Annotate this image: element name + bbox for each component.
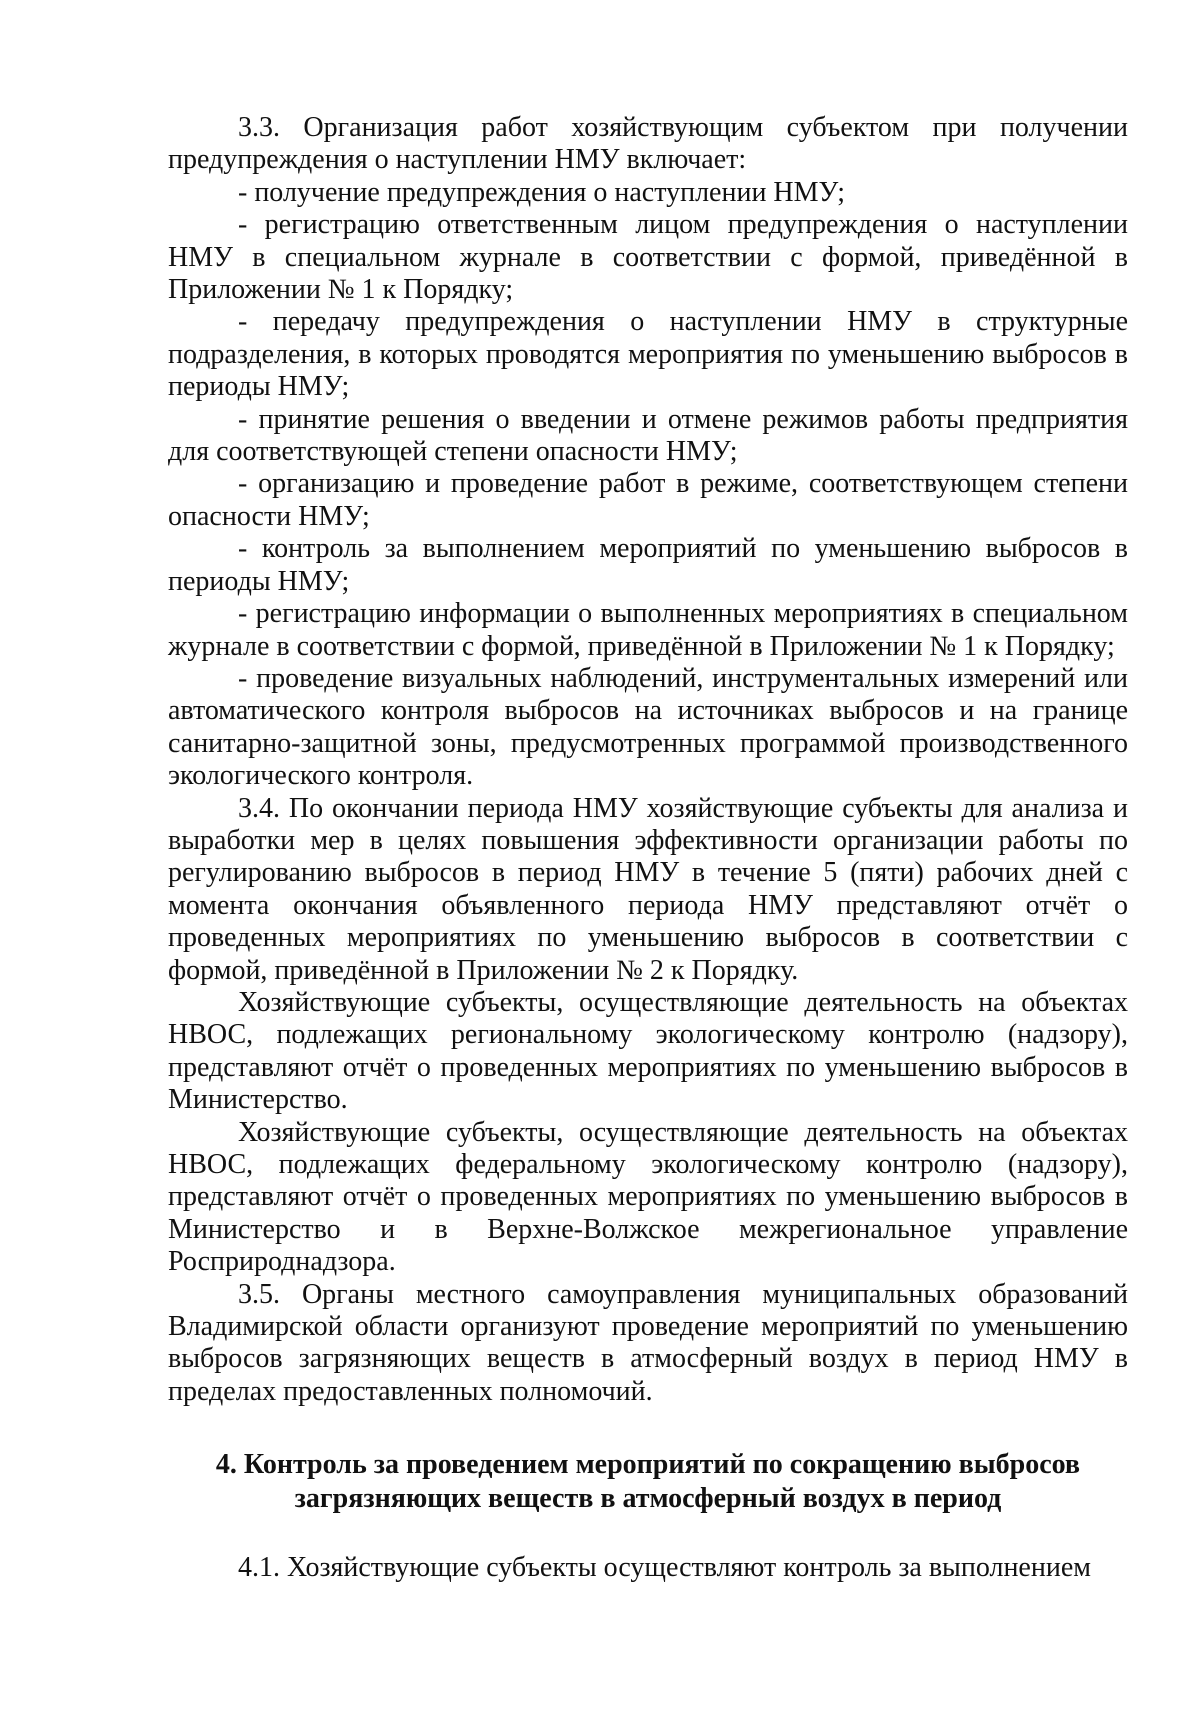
section-4-heading-line-1: 4. Контроль за проведением мероприятий по сокращению выбросов: [215, 1449, 1081, 1481]
section-4-heading: [168, 1448, 1128, 1516]
section-4-heading-line-2: загрязняющих веществ в атмосферный воздух в период: [294, 1483, 1002, 1515]
list-item-organize-work: - организацию и проведение работ в режиме, соответствующем степени опасности НМУ;: [168, 468, 1128, 532]
list-item-register-warning: - регистрацию ответственным лицом предупреждения о наступлении НМУ в специальном журнале в соответствии с формой, приведённой в Приложении № 1 к Порядку;: [168, 209, 1128, 306]
list-item-control: - контроль за выполнением мероприятий по уменьшению выбросов в периоды НМУ;: [168, 533, 1128, 597]
list-item-decision-modes: - принятие решения о введении и отмене режимов работы предприятия для соответствующей степени опасности НМУ;: [168, 403, 1128, 468]
paragraph-federal-control: Хозяйствующие субъекты, осуществляющие деятельность на объектах НВОС, подлежащих федеральному экологическому контролю (надзору), представляют отчёт о проведенных мероприятиях по уменьшению выбросов в Министерство и в Верхне-Волжское межрегиональное управление Росприроднадзора.: [168, 1116, 1128, 1278]
list-item-observations: - проведение визуальных наблюдений, инструментальных измерений или автоматического контроля выбросов на источниках выбросов и на границе санитарно-защитной зоны, предусмотренных программой производственного экологического контроля.: [168, 662, 1128, 792]
paragraph-4-1: 4.1. Хозяйствующие субъекты осуществляют контроль за выполнением: [238, 1552, 1091, 1584]
list-item-register-info: - регистрацию информации о выполненных мероприятиях в специальном журнале в соответствии с формой, приведённой в Приложении № 1 к Порядку;: [168, 598, 1128, 662]
document-page: [168, 112, 1128, 1585]
list-item-receive-warning: - получение предупреждения о наступлении НМУ;: [238, 176, 846, 208]
list-item-transfer-warning: - передачу предупреждения о наступлении НМУ в структурные подразделения, в которых проводятся мероприятия по уменьшению выбросов в периоды НМУ;: [168, 306, 1128, 403]
paragraph-3-3: 3.3. Организация работ хозяйствующим субъектом при получении предупреждения о наступлении НМУ включает:: [168, 112, 1128, 176]
paragraph-3-4: 3.4. По окончании периода НМУ хозяйствующие субъекты для анализа и выработки мер в целях повышения эффективности организации работы по регулированию выбросов в период НМУ в течение 5 (пяти) рабочих дней с момента окончания объявленного периода НМУ представляют отчёт о проведенных мероприятиях по уменьшению выбросов в соответствии с формой, приведённой в Приложении № 2 к Порядку.: [168, 792, 1128, 986]
paragraph-regional-control: Хозяйствующие субъекты, осуществляющие деятельность на объектах НВОС, подлежащих региональному экологическому контролю (надзору), представляют отчёт о проведенных мероприятиях по уменьшению выбросов в Министерство.: [168, 986, 1128, 1116]
paragraph-3-5: 3.5. Органы местного самоуправления муниципальных образований Владимирской области организуют проведение мероприятий по уменьшению выбросов загрязняющих веществ в атмосферный воздух в период НМУ в пределах предоставленных полномочий.: [168, 1278, 1128, 1407]
